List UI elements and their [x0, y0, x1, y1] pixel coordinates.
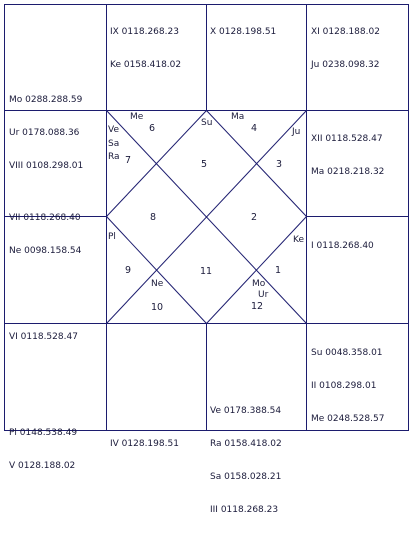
cell-left-3 [9, 310, 78, 365]
cell-right-1 [311, 112, 384, 200]
house-number-6: 6 [149, 123, 156, 134]
cell-bottom-2 [110, 417, 179, 472]
house-number-4: 4 [251, 123, 258, 134]
planet-label-ke: Ke [293, 235, 304, 245]
cell-line: Ju 0238.098.32 [311, 60, 380, 70]
cell-line: Su 0048.358.01 [311, 348, 383, 358]
cell-line: Mo 0288.288.59 [9, 95, 83, 105]
house-number-2: 2 [251, 212, 258, 223]
cell-right-3 [311, 326, 384, 447]
cell-line: X 0128.198.51 [210, 27, 277, 37]
cell-top-2 [110, 5, 181, 93]
house-number-8: 8 [150, 212, 157, 223]
house-number-3: 3 [276, 159, 283, 170]
cell-line: IV 0128.198.51 [110, 439, 179, 449]
cell-bottom-3 [210, 384, 282, 538]
cell-line: IX 0118.268.23 [110, 27, 179, 37]
house-number-10: 10 [151, 302, 164, 313]
cell-line: Ne 0098.158.54 [9, 246, 82, 256]
planet-label-ju: Ju [292, 127, 301, 137]
planet-label-pl: Pl [108, 232, 116, 242]
cell-right-2 [311, 219, 374, 274]
cell-line: Pl 0148.538.49 [9, 428, 78, 438]
cell-line: I 0118.268.40 [311, 241, 374, 251]
house-number-7: 7 [125, 155, 132, 166]
cell-line: VI 0118.528.47 [9, 332, 78, 342]
cell-left-1 [9, 73, 83, 194]
cell-line: VIII 0108.298.01 [9, 161, 84, 171]
cell-line: Ra 0158.418.02 [210, 439, 282, 449]
cell-bottom-1 [9, 406, 77, 494]
cell-line: II 0108.298.01 [311, 381, 377, 391]
planet-label-su: Su [201, 118, 213, 128]
cell-line: XII 0118.528.47 [311, 134, 383, 144]
planet-label-sa: Sa [108, 139, 120, 149]
cell-line: Me 0248.528.57 [311, 414, 385, 424]
house-number-9: 9 [125, 265, 132, 276]
cell-line: Ke 0158.418.02 [110, 60, 182, 70]
planet-label-ma: Ma [231, 112, 245, 122]
cell-left-2 [9, 191, 81, 279]
cell-line: V 0128.188.02 [9, 461, 76, 471]
planet-label-mo: Mo [252, 279, 266, 289]
cell-line: Sa 0158.028.21 [210, 472, 282, 482]
house-number-1: 1 [275, 265, 282, 276]
house-number-12: 12 [251, 301, 264, 312]
house-number-11: 11 [200, 266, 213, 277]
cell-line: Ur 0178.088.36 [9, 128, 80, 138]
planet-label-me: Me [130, 112, 144, 122]
cell-line: Ve 0178.388.54 [210, 406, 282, 416]
planet-label-ra: Ra [108, 152, 120, 162]
planet-label-ur: Ur [258, 290, 269, 300]
cell-line: Ma 0218.218.32 [311, 167, 385, 177]
cell-line: III 0118.268.23 [210, 505, 279, 515]
house-number-5: 5 [201, 159, 208, 170]
planet-label-ne: Ne [151, 279, 164, 289]
cell-top-4 [311, 5, 380, 93]
cell-line: XI 0128.188.02 [311, 27, 380, 37]
cell-top-3 [210, 5, 276, 60]
cell-line: VII 0118.268.40 [9, 213, 81, 223]
planet-label-ve: Ve [108, 125, 119, 135]
